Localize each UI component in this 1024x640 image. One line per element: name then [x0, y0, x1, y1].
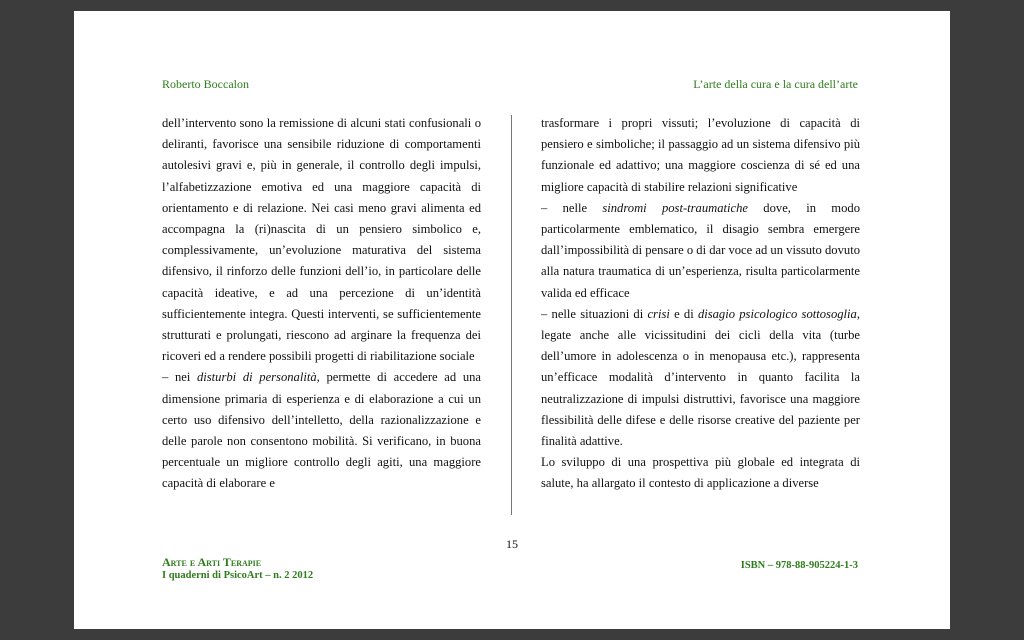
paragraph	[541, 452, 860, 494]
paragraph-text: , legate anche alle vicissitudini dei cicli della vita (turbe dell’umore in adolescenza o in menopausa etc.), rappresenta un’efficace modalità d’intervento in quanto facilita la neutralizzazione di impulsi distruttivi, favorisce una maggiore flessibilità delle difese e delle risorse creative del paziente per finalità adattive.	[541, 306, 860, 449]
italic-term: disagio psicologico sottosoglia	[697, 306, 857, 321]
paragraph	[541, 198, 860, 304]
right-text-column	[541, 113, 860, 495]
footer-series-title: Arte e Arti Terapie	[162, 555, 262, 569]
paragraph-text: – nelle situazioni di	[541, 306, 648, 321]
running-header	[162, 77, 858, 92]
italic-term: sindromi post-traumatiche	[602, 200, 749, 215]
footer-series-subtitle: I quaderni di PsicoArt – n. 2 2012	[162, 570, 314, 581]
left-text-column	[162, 113, 481, 495]
header-author: Roberto Boccalon	[162, 77, 249, 91]
paragraph-text: – nelle	[541, 200, 603, 215]
paragraph	[541, 113, 860, 198]
page-number: 15	[506, 537, 518, 551]
paragraph-text: dove, in modo particolarmente emblematico, il disagio sembra emergere dall’impossibilità di pensare o di dar voce ad un vissuto dovuto alla natura traumatica di un’esperienza, risulta particolarmente valida ed efficace	[541, 200, 860, 300]
document-page	[74, 11, 950, 629]
italic-term: disturbi di personalità	[196, 370, 317, 385]
paragraph-text: dell’intervento sono la remissione di alcuni stati confusionali o deliranti, favorisce una sensibile riduzione di comportamenti autolesivi gravi e, più in generale, il controllo degli impulsi, l’alfabetizzazione emotiva ed una maggiore capacità di orientamento e di relazione. Nei casi meno gravi alimenta ed accompagna la (ri)nascita di un pensiero simbolico e, complessivamente, un’evoluzione maturativa del sistema difensivo, il rinforzo delle funzioni dell’io, in particolare delle capacità ideative, e ad una percezione di un’identità sufficientemente integra. Questi interventi, se sufficientemente strutturati e prolungati, riescono ad arginare la frequenza dei ricoveri ed a rendere possibili progetti di riabilitazione sociale	[162, 116, 481, 364]
paragraph-text: trasformare i propri vissuti; l’evoluzione di capacità di pensiero e simboliche; il passaggio ad un sistema difensivo più funzionale ed adattivo; una maggiore coscienza di sé ed una migliore capacità di stabilire relazioni significative	[541, 116, 860, 194]
paragraph-text: – nei	[162, 370, 197, 385]
italic-term: crisi	[647, 306, 670, 321]
paragraph-text: , permette di accedere ad una dimensione primaria di esperienza e di elaborazione a cui un certo uso difensivo dell’intelletto, della razionalizzazione e delle parole non consentono mobilità. Si verificano, in buona percentuale un migliore controllo degli agiti, una maggiore capacità di elaborare e	[162, 370, 482, 491]
header-title: L’arte della cura e la cura dell’arte	[693, 77, 858, 91]
footer-series	[162, 556, 313, 582]
paragraph-text: Lo sviluppo di una prospettiva più globale ed integrata di salute, ha allargato il contesto di applicazione a diverse	[541, 455, 860, 491]
paragraph	[541, 304, 860, 452]
paragraph	[162, 113, 481, 367]
paragraph	[162, 367, 481, 494]
column-divider	[511, 115, 512, 515]
footer-isbn: ISBN – 978-88-905224-1-3	[740, 560, 858, 571]
paragraph-text: e di	[669, 306, 698, 321]
